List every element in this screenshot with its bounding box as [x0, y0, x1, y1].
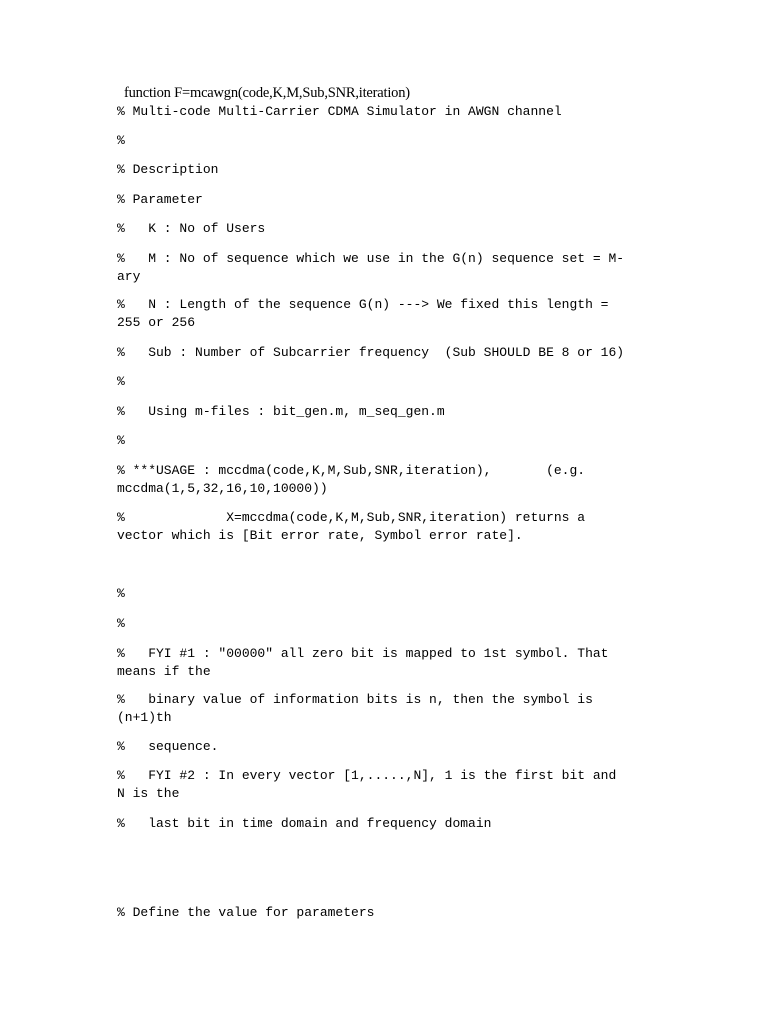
comment-line: % sequence. — [117, 739, 219, 754]
comment-line: % K : No of Users — [117, 221, 266, 236]
comment-line: % Sub : Number of Subcarrier frequency (Sub SHOULD BE 8 or 16) — [117, 345, 625, 360]
comment-line: % ***USAGE : mccdma(code,K,M,Sub,SNR,iteration), (e.g. mccdma(1,5,32,16,10,10000)) — [117, 463, 586, 496]
function-signature: function F=mcawgn(code,K,M,Sub,SNR,iteration) — [124, 85, 410, 101]
comment-line: % Parameter — [117, 192, 203, 207]
comment-line: % Using m-files : bit_gen.m, m_seq_gen.m — [117, 404, 445, 419]
comment-line: % M : No of sequence which we use in the G(n) sequence set = M- ary — [117, 251, 625, 284]
comment-line: % Define the value for parameters — [117, 905, 375, 920]
comment-line: % — [117, 133, 125, 148]
comment-line: % — [117, 374, 125, 389]
comment-line: % — [117, 433, 125, 448]
comment-line: % Multi-code Multi-Carrier CDMA Simulator in AWGN channel — [117, 104, 562, 119]
comment-line: % FYI #2 : In every vector [1,.....,N], 1 is the first bit and N is the — [117, 768, 617, 801]
comment-line: % — [117, 616, 125, 631]
comment-line: % last bit in time domain and frequency domain — [117, 816, 492, 831]
comment-line: % X=mccdma(code,K,M,Sub,SNR,iteration) returns a vector which is [Bit error rate, Symbol error rate]. — [117, 510, 586, 543]
comment-line: % binary value of information bits is n, then the symbol is (n+1)th — [117, 692, 593, 725]
comment-line: % Description — [117, 162, 219, 177]
comment-line: % N : Length of the sequence G(n) ---> We fixed this length = 255 or 256 — [117, 297, 609, 330]
comment-line: % — [117, 586, 125, 601]
comment-line: % FYI #1 : "00000" all zero bit is mapped to 1st symbol. That means if the — [117, 646, 609, 679]
